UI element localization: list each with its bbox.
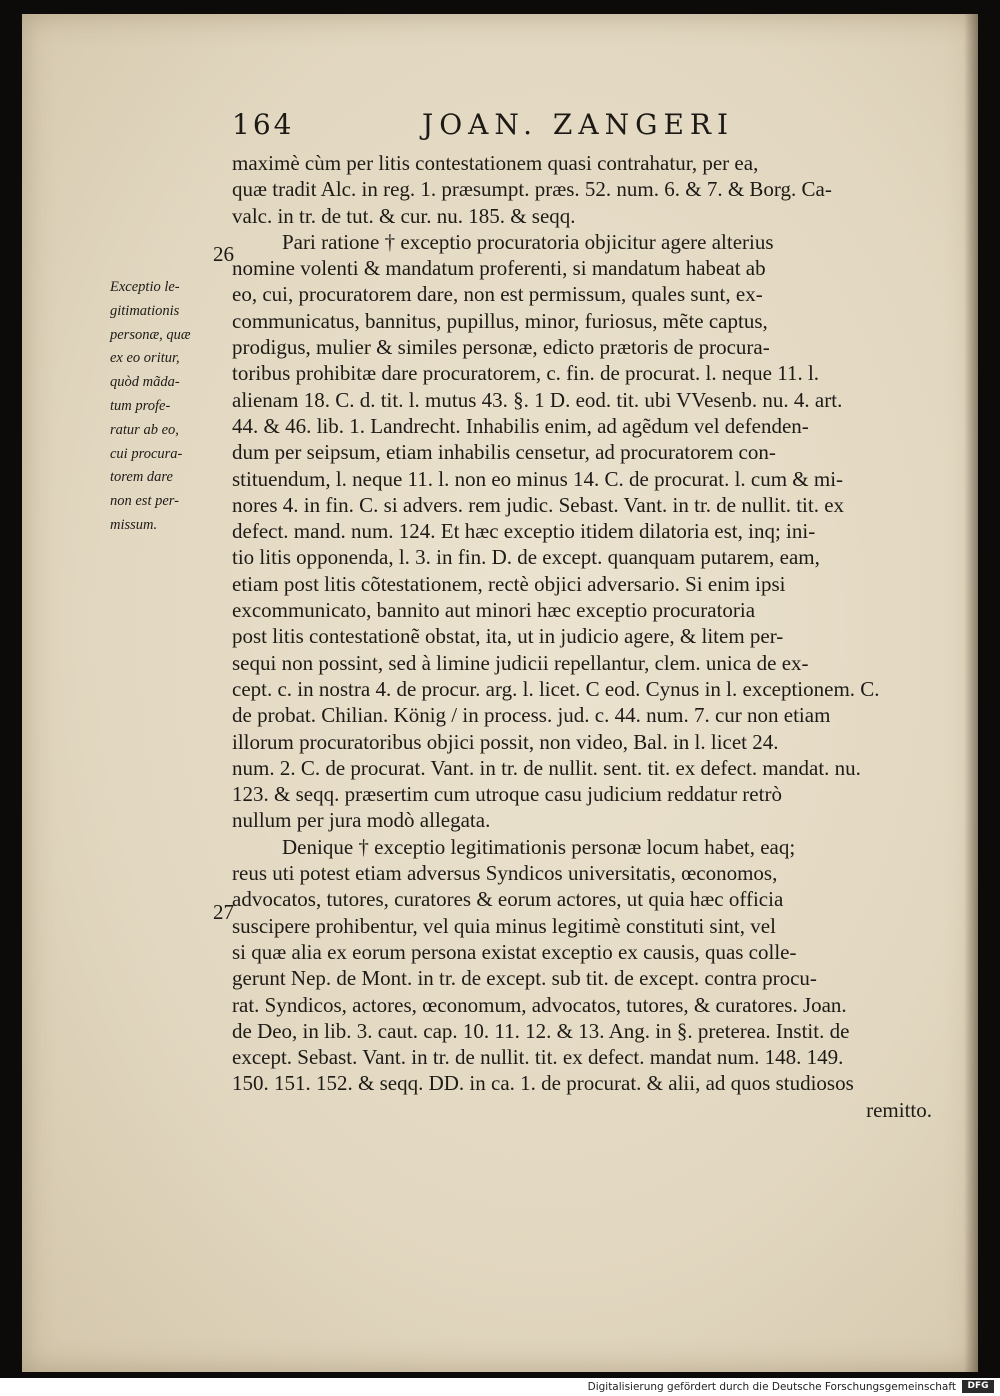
margin-note-line: personæ, quæ xyxy=(110,326,191,343)
text-line: illorum procuratoribus objici possit, non video, Bal. in l. licet 24. xyxy=(232,729,779,754)
text-line: communicatus, bannitus, pupillus, minor, furiosus, mẽte captus, xyxy=(232,308,768,333)
text-line: etiam post litis cõtestationem, rectè objici adversario. Si enim ipsi xyxy=(232,571,786,596)
text-line: maximè cùm per litis contestationem quasi contrahatur, per ea, xyxy=(232,151,759,175)
text-line: stituendum, l. neque 11. l. non eo minus 14. C. de procurat. l. cum & mi- xyxy=(232,466,844,491)
text-line: advocatos, tutores, curatores & eorum actores, ut quia hæc officia xyxy=(232,887,784,912)
margin-note-line: missum. xyxy=(110,516,158,533)
margin-note-line: cui procura- xyxy=(110,445,183,462)
margin-note-line: tum profe- xyxy=(110,397,171,414)
text-line: except. Sebast. Vant. in tr. de nullit. tit. ex defect. mandat num. 148. 149. xyxy=(232,1045,844,1070)
text-line: rat. Syndicos, actores, œconomum, advocatos, tutores, & curatores. Joan. xyxy=(232,992,847,1017)
text-line: valc. in tr. de tut. & cur. nu. 185. & seqq. xyxy=(232,203,576,228)
text-line: eo, cui, procuratorem dare, non est permissum, quales sunt, ex- xyxy=(232,282,763,307)
text-line: 123. & seqq. præsertim cum utroque casu judicium reddatur retrò xyxy=(232,782,782,807)
text-line: toribus prohibitæ dare procuratorem, c. fin. de procurat. l. neque 11. l. xyxy=(232,361,820,386)
text-line: reus uti potest etiam adversus Syndicos universitatis, œconomos, xyxy=(232,861,778,886)
text-line: prodigus, mulier & similes personæ, edicto prætoris de procura- xyxy=(232,335,770,360)
text-line: excommunicato, bannito aut minori hæc exceptio procuratoria xyxy=(232,598,756,623)
text-line: nullum per jura modò allegata. xyxy=(232,808,491,833)
margin-note-line: non est per- xyxy=(110,493,179,510)
margin-note-line: gitimationis xyxy=(110,302,180,319)
margin-note-line: ratur ab eo, xyxy=(110,421,179,438)
body-text xyxy=(232,150,932,1123)
dfg-logo: DFG xyxy=(962,1380,994,1393)
margin-note xyxy=(110,276,250,538)
text-line: 44. & 46. lib. 1. Landrecht. Inhabilis enim, ad agẽdum vel defenden- xyxy=(232,413,809,438)
text-line: suscipere prohibentur, vel quia minus legitimè constituti sint, vel xyxy=(232,913,776,938)
page-header xyxy=(232,100,952,150)
text-line: quæ tradit Alc. in reg. 1. præsumpt. præs. 52. num. 6. & 7. & Borg. Ca- xyxy=(232,177,832,202)
digitization-credit: Digitalisierung gefördert durch die Deutsche Forschungsgemeinschaft xyxy=(587,1381,956,1393)
text-line: sequi non possint, sed à limine judicii repellantur, clem. unica de ex- xyxy=(232,650,809,675)
text-line: de probat. Chilian. König / in process. jud. c. 44. num. 7. cur non etiam xyxy=(232,703,831,728)
text-line: defect. mand. num. 124. Et hæc exceptio itidem dilatoria est, inq; ini- xyxy=(232,519,816,544)
paragraph-number-27: 27 xyxy=(213,900,234,924)
text-line: remitto. xyxy=(866,1097,932,1122)
page-gutter-shadow xyxy=(964,14,978,1372)
text-line: Denique † exceptio legitimationis personæ locum habet, eaq; xyxy=(282,834,796,859)
text-line: post litis contestationẽ obstat, ita, ut in judicio agere, & litem per- xyxy=(232,624,784,649)
text-line: 150. 151. 152. & seqq. DD. in ca. 1. de procurat. & alii, ad quos studiosos xyxy=(232,1071,854,1096)
text-line: tio litis opponenda, l. 3. in fin. D. de except. quanquam putarem, eam, xyxy=(232,545,820,570)
margin-note-line: quòd mãda- xyxy=(110,374,180,391)
text-line: nomine volenti & mandatum proferenti, si mandatum habeat ab xyxy=(232,256,766,281)
text-line: si quæ alia ex eorum persona existat exceptio ex causis, quas colle- xyxy=(232,939,797,964)
margin-note-line: torem dare xyxy=(110,469,173,486)
margin-note-line: Exceptio le- xyxy=(110,279,180,295)
running-title: JOAN. ZANGERI xyxy=(422,108,735,141)
paragraph-number-26: 26 xyxy=(213,242,234,266)
text-line: de Deo, in lib. 3. caut. cap. 10. 11. 12. & 13. Ang. in §. preterea. Instit. de xyxy=(232,1018,850,1043)
text-line: nores 4. in fin. C. si advers. rem judic. Sebast. Vant. in tr. de nullit. tit. ex xyxy=(232,492,845,517)
text-line: dum per seipsum, etiam inhabilis censetur, ad procuratorem con- xyxy=(232,440,776,465)
text-line: cept. c. in nostra 4. de procur. arg. l. licet. C eod. Cynus in l. exceptionem. C. xyxy=(232,676,880,701)
text-line: alienam 18. C. d. tit. l. mutus 43. §. 1 D. eod. tit. ubi VVesenb. nu. 4. art. xyxy=(232,387,843,412)
text-line: num. 2. C. de procurat. Vant. in tr. de nullit. sent. tit. ex defect. mandat. nu. xyxy=(232,755,861,780)
page-number: 164 xyxy=(232,108,295,141)
margin-note-line: ex eo oritur, xyxy=(110,350,180,367)
text-line: Pari ratione † exceptio procuratoria objicitur agere alterius xyxy=(282,229,774,254)
text-line: gerunt Nep. de Mont. in tr. de except. sub tit. de except. contra procu- xyxy=(232,966,817,991)
